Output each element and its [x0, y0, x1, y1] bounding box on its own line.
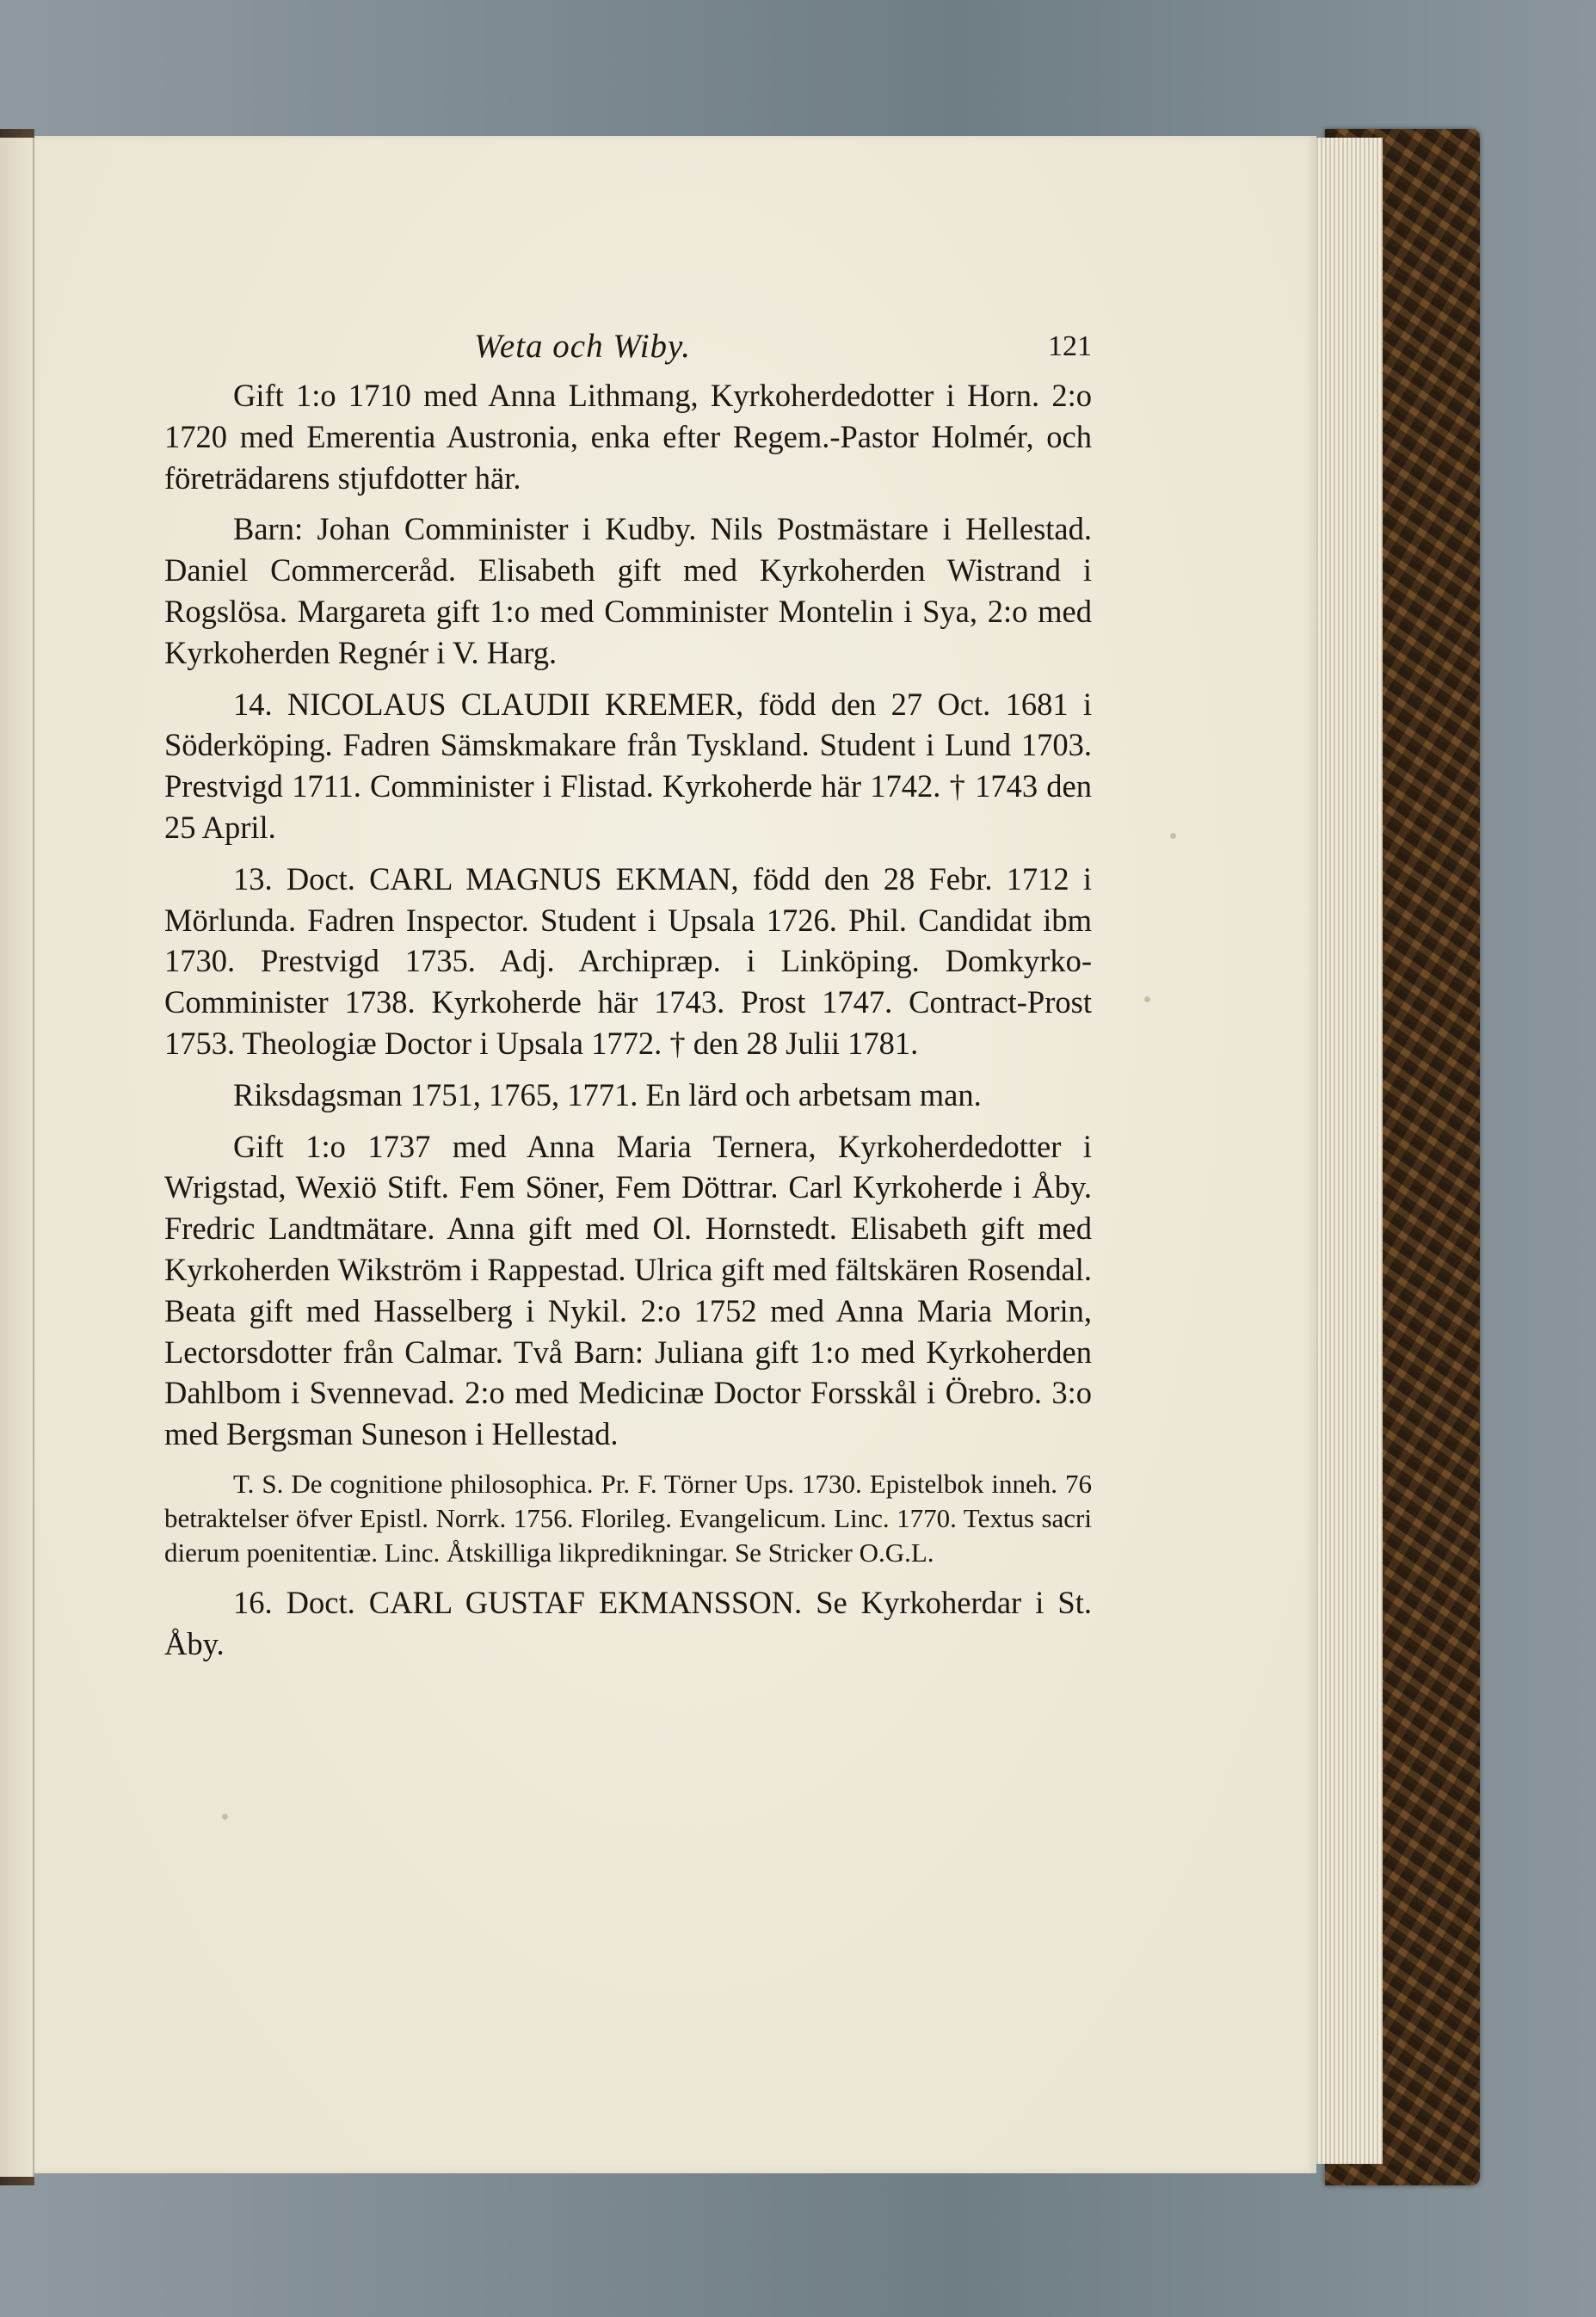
paragraph-marriage-ekman: Gift 1:o 1737 med Anna Maria Ternera, Kyrkoherdedotter i Wrigstad, Wexiö Stift. Fem Söner, Fem Döttrar. Carl Kyrkoherde i Åby. Fredric Landtmätare. Anna gift med Ol. Hornstedt. Elisabeth gift med Kyrkoherden Wikström i Rappestad. Ulrica gift med fältskären Rosendal. Beata gift med Hasselberg i Nykil. 2:o 1752 med Anna Maria Morin, Lectorsdotter från Calmar. Två Barn: Juliana gift 1:o med Kyrkoherden Dahlbom i Svennevad. 2:o med Medicinæ Doctor Forsskål i Örebro. 3:o med Bergsman Suneson i Hellestad. [164, 1128, 1092, 1452]
page-header [164, 327, 1092, 375]
paragraph-entry-14: 14. NICOLAUS CLAUDII KREMER, född den 27 Oct. 1681 i Söderköping. Fadren Sämskmakare från Tyskland. Student i Lund 1703. Prestvigd 1711. Comminister i Flistad. Kyrkoherde här 1742. † 1743 den 25 April. [164, 686, 1092, 845]
paragraph-marriage: Gift 1:o 1710 med Anna Lithmang, Kyrkoherdedotter i Horn. 2:o 1720 med Emerentia Austronia, enka efter Regem.-Pastor Holmér, och företrädarens stjufdotter här. [164, 378, 1092, 496]
left-page-edge [0, 138, 34, 2177]
paragraph-riksdagsman: Riksdagsman 1751, 1765, 1771. En lärd och arbetsam man. [233, 1076, 982, 1112]
page-number: 121 [1048, 330, 1092, 362]
page-stack-edge [1312, 138, 1383, 2164]
paragraph-writings: T. S. De cognitione philosophica. Pr. F. Törner Ups. 1730. Epistelbok inneh. 76 betraktelser öfver Epistl. Norrk. 1756. Florileg. Evangelicum. Linc. 1770. Textus sacri dierum poenitentiæ. Linc. Åtskilliga likpredikningar. Se Stricker O.G.L. [164, 1468, 1092, 1568]
page-text [164, 327, 1092, 1665]
running-title: Weta och Wiby. [474, 328, 691, 365]
paragraph-children: Barn: Johan Comminister i Kudby. Nils Postmästare i Hellestad. Daniel Commerceråd. Elisabeth gift med Kyrkoherden Wistrand i Rogslösa. Margareta gift 1:o med Comminister Montelin i Sya, 2:o med Kyrkoherden Regnér i V. Harg. [164, 511, 1092, 670]
paragraph-entry-16: 16. Doct. CARL GUSTAF EKMANSSON. Se Kyrkoherdar i St. Åby. [164, 1584, 1092, 1661]
paragraph-entry-13: 13. Doct. CARL MAGNUS EKMAN, född den 28 Febr. 1712 i Mörlunda. Fadren Inspector. Student i Upsala 1726. Phil. Candidat ibm 1730. Prestvigd 1735. Adj. Archipræp. i Linköping. Domkyrko-Comminister 1738. Kyrkoherde här 1743. Prost 1747. Contract-Prost 1753. Theologiæ Doctor i Upsala 1772. † den 28 Julii 1781. [164, 860, 1092, 1061]
